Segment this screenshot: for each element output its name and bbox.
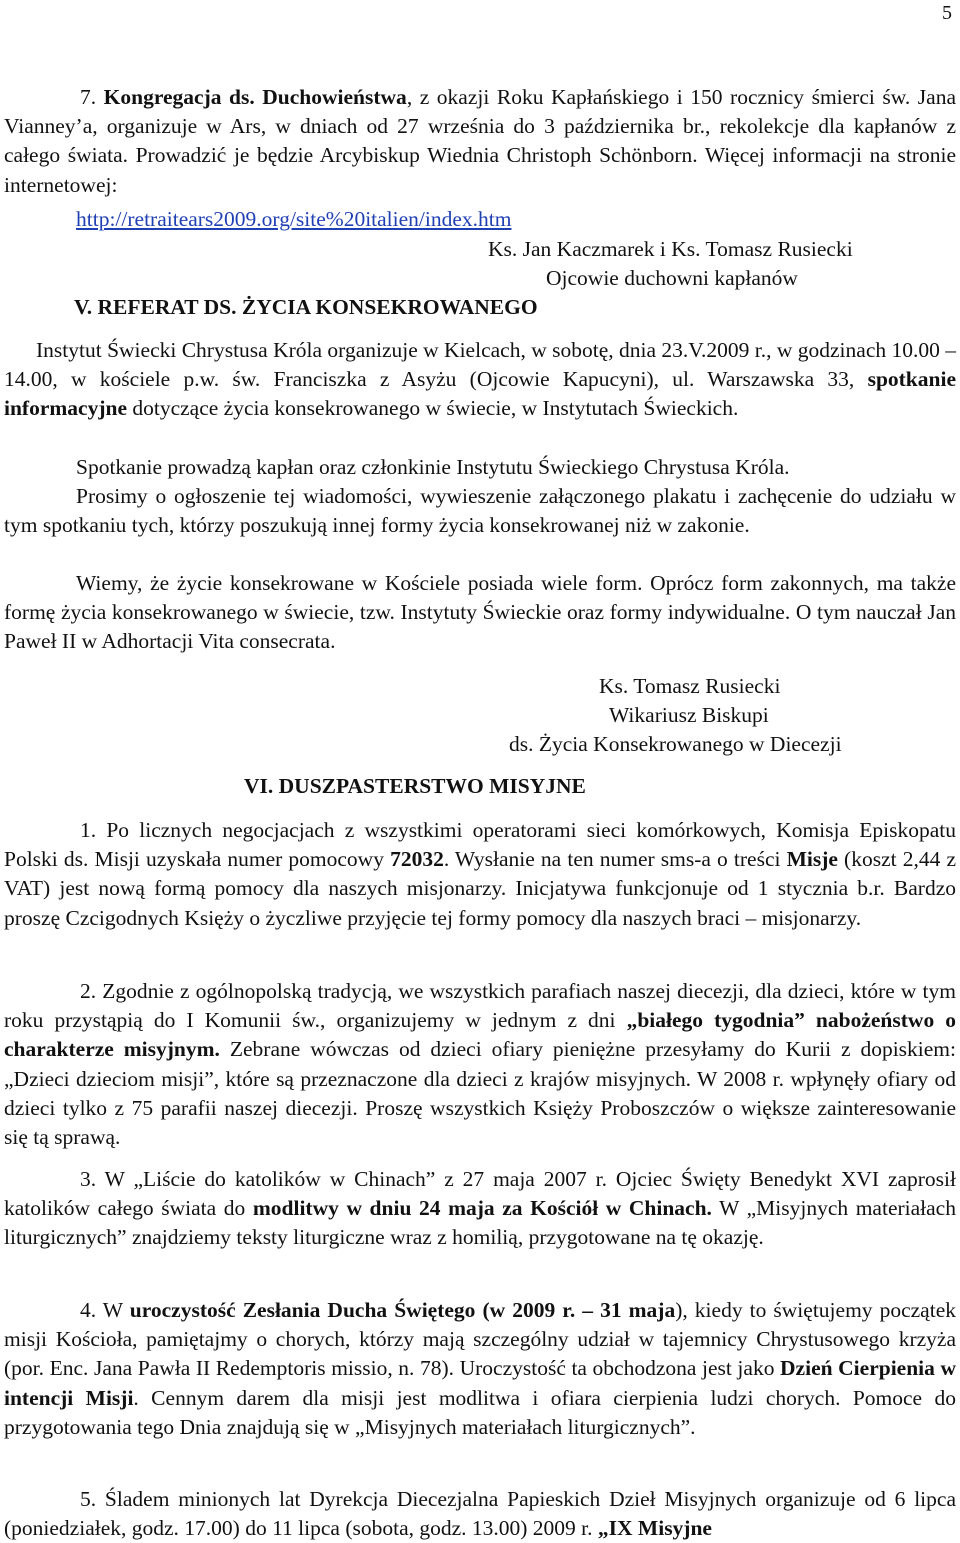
s6-i4-text-c: . Cennym darem dla misji jest modlitwa i ofiara cierpienia ludzi chorych. Pomoce do przygotowania tego Dnia znajdują się w „Misyjnych materiałach liturgicznych”. xyxy=(4,1385,956,1439)
section-5-paragraph-2: Spotkanie prowadzą kapłan oraz członkinie Instytutu Świeckiego Chrystusa Króla. xyxy=(76,455,790,479)
section-5-paragraph-4: Wiemy, że życie konsekrowane w Kościele posiada wiele form. Oprócz form zakonnych, ma także formę życia konsekrowanego w świecie, tzw. Instytuty Świeckie oraz formy indywidualne. O tym nauczał Jan Paweł II w Adhortacji Vita consecrata. xyxy=(4,571,956,654)
item-7-url-line xyxy=(76,205,956,234)
section-5-signature-3: ds. Życia Konsekrowanego w Diecezji xyxy=(509,732,842,756)
s6-i2-text-a: 2. Zgodnie z ogólnopolską tradycją, we wszystkich parafiach naszej diecezji, dla dzieci, które w tym roku przystąpią do I Komunii św., organizujemy w jednym z dni xyxy=(4,979,956,1033)
s6-i4-bold-b: Dzień Cierpienia w intencji Misji xyxy=(4,1356,956,1410)
section-5-signature-1: Ks. Tomasz Rusiecki xyxy=(599,674,781,698)
s6-i3-text-a: 3. W „Liście do katolików w Chinach” z 27 maja 2007 r. Ojciec Święty Benedykt XVI zaprosił katolików całego świata do xyxy=(4,1167,956,1221)
section-5-paragraph-1 xyxy=(4,336,956,424)
section-6-item-4 xyxy=(4,1296,956,1442)
s5-p1-text-b: dotyczące życia konsekrowanego w świecie, w Instytutach Świeckich. xyxy=(127,396,739,421)
s6-i1-text-b: . Wysłanie na ten numer sms-a o treści xyxy=(443,847,787,872)
s6-i4-text-b: ), kiedy to świętujemy początek misji Kościoła, pamiętajmy o chorych, którzy mają szczególny udział w tajemnicy Chrystusowego krzyża (por. Enc. Jana Pawła II Redemptoris missio, n. 78). Uroczystość ta obchodzona jest jako xyxy=(4,1298,956,1381)
s6-i2-text-b: Zebrane wówczas od dzieci ofiary pieniężne przesyłamy do Kurii z dopiskiem: „Dzieci dzieciom misji”, które są przeznaczone dla dzieci z krajów misyjnych. W 2008 r. wpłynęły ofiary od dzieci tylko z 75 parafii naszej diecezji. Proszę wszystkich Księży Proboszczów o większe zainteresowanie się tą sprawą. xyxy=(4,1037,957,1150)
s6-i3-text-b: W „Misyjnych materiałach liturgicznych” znajdziemy teksty liturgiczne wraz z homilią, przygotowane na tę okazję. xyxy=(4,1196,956,1250)
info-link[interactable]: http://retraitears2009.org/site%20italien/index.htm xyxy=(76,207,512,231)
item-7-signature-1: Ks. Jan Kaczmarek i Ks. Tomasz Rusiecki xyxy=(488,237,853,261)
s6-i2-bold: „białego tygodnia” nabożeństwo o charakterze misyjnym. xyxy=(4,1008,956,1062)
section-6-item-2 xyxy=(4,977,956,1152)
s6-i5-bold: „IX Misyjne xyxy=(597,1516,712,1541)
section-5-heading xyxy=(74,293,956,322)
section-5-paragraph-3: Prosimy o ogłoszenie tej wiadomości, wywieszenie załączonego plakatu i zachęcenie do udziału w tym spotkaniu tych, którzy poszukują innej formy życia konsekrowanej niż w zakonie. xyxy=(4,484,956,538)
s6-i3-bold: modlitwy w dniu 24 maja za Kościół w Chinach. xyxy=(252,1196,712,1221)
s5-p1-text-a: Instytut Świecki Chrystusa Króla organizuje w Kielcach, w sobotę, dnia 23.V.2009 r., w godzinach 10.00 – 14.00, w kościele p.w. św. Franciszka z Asyżu (Ojcowie Kapucyni), ul. Warszawska 33, xyxy=(4,338,956,392)
sms-number: 72032 xyxy=(390,847,444,872)
s6-i4-bold-a: uroczystość Zesłania Ducha Świętego (w 2009 r. – 31 maja xyxy=(129,1298,676,1322)
item-7-signature-2: Ojcowie duchowni kapłanów xyxy=(546,266,798,290)
s6-i5-text-a: 5. Śladem minionych lat Dyrekcja Diecezjalna Papieskich Dzieł Misyjnych organizuje od 6 lipca (poniedziałek, godz. 17.00) do 11 lipca (sobota, godz. 13.00) 2009 r. xyxy=(4,1487,956,1541)
page-number: 5 xyxy=(942,2,952,24)
item-7-number: 7. xyxy=(80,85,97,109)
section-6-item-3 xyxy=(4,1165,956,1253)
s6-i1-text-a: 1. Po licznych negocjacjach z wszystkimi operatorami sieci komórkowych, Komisja Episkopatu Polski ds. Misji uzyskała numer pomocowy xyxy=(4,818,956,872)
section-6-item-1 xyxy=(4,816,956,933)
section-6-title: VI. DUSZPASTERSTWO MISYJNE xyxy=(244,774,586,798)
s5-p1-bold: spotkanie informacyjne xyxy=(4,367,956,421)
section-5-signature-2: Wikariusz Biskupi xyxy=(609,703,769,727)
sms-keyword: Misje xyxy=(786,847,838,872)
item-7-title: Kongregacja ds. Duchowieństwa xyxy=(103,85,407,109)
item-7-text: , z okazji Roku Kapłańskiego i 150 rocznicy śmierci św. Jana Vianney’a, organizuje w Ars, w dniach od 27 września do 3 października br., rekolekcje dla kapłanów z całego świata. Prowadzić je będzie Arcybiskup Wiednia Christoph Schönborn. Więcej informacji na stronie internetowej: xyxy=(4,85,956,197)
section-6-heading xyxy=(244,772,956,801)
s6-i4-text-a: 4. W xyxy=(80,1298,130,1322)
section-5-title: V. REFERAT DS. ŻYCIA KONSEKROWANEGO xyxy=(74,295,538,319)
item-7-paragraph xyxy=(4,83,956,200)
s6-i1-text-c: (koszt 2,44 z VAT) jest nową formą pomocy dla naszych misjonarzy. Inicjatywa funkcjonuje od 1 stycznia b.r. Bardzo proszę Czcigodnych Księży o życzliwe przyjęcie tej formy pomocy dla naszych braci – misjonarzy. xyxy=(4,847,956,930)
section-6-item-5 xyxy=(4,1485,956,1543)
